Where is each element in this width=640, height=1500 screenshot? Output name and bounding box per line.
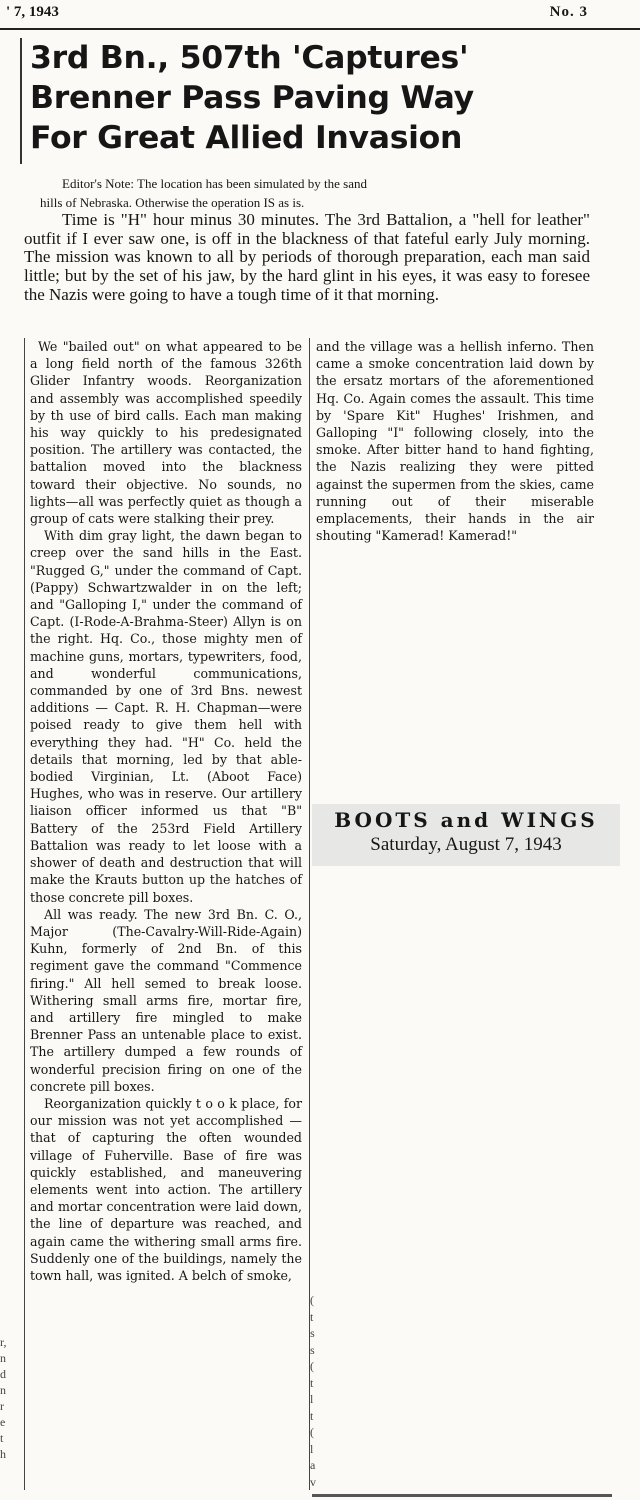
paragraph: We "bailed out" on what appeared to be a long field north of the famous 326th Glider Infantry woods. Reorganization and assembly was accomplished speedily by th use of bird calls. Each man making his way quickly to his predesignated position. The artillery was contacted, the battalion moved into the blackness toward their objective. No sounds, no lights—all was perfectly quiet as though a group of cats were stalking their prey. — [30, 339, 302, 527]
cropped-column-fragment-left: r, n d n r e t h — [0, 1335, 7, 1461]
lead-paragraph — [24, 211, 590, 305]
paragraph: and the village was a hellish inferno. Then came a smoke concentration laid down by the ersatz mortars of the aforementioned Hq. Co. Again comes the assault. This time by 'Spare Kit" Hughes' Irishmen, and Galloping "I" following closely, into the smoke. After bitter hand to hand fighting, the Nazis realizing they were pitted against the supermen from the skies, came running out of their miserable emplacements, their hands in the air shouting "Kamerad! Kamerad!" — [316, 339, 594, 544]
issue-number: No. 3 — [549, 4, 588, 20]
article-column-2 — [316, 338, 594, 544]
paragraph: With dim gray light, the dawn began to creep over the sand hills in the East. "Rugged G," under the command of Capt. (Pappy) Schwartzwalder in on the left; and "Galloping I," under the command of Capt. (I-Rode-A-Brahma-Steer) Allyn is on the right. Hq. Co., those mighty men of machine guns, mortars, typewriters, food, and wonderful communications, commanded by one of 3rd Bns. newest additions — Capt. R. H. Chapman—were poised ready to give them hell with everything they had. "H" Co. held the details that morning, led by that able-bodied Virginian, Lt. (Aboot Face) Hughes, who was in reserve. Our artillery liaison officer informed us that "B" Battery of the 253rd Field Artillery Battalion was ready to let loose with a shower of death and destruction that will make the Krauts button up the hatches of those concrete pill boxes. — [30, 528, 302, 905]
masthead-date: Saturday, August 7, 1943 — [370, 834, 562, 855]
page-header — [0, 0, 640, 30]
bottom-rule — [312, 1494, 612, 1497]
paragraph: Reorganization quickly t o o k place, for our mission was not yet accomplished — that of capturing the often wounded village of Fuherville. Base of fire was quickly established, and maneuvering elements went into action. The artillery and mortar concentration were laid down, the line of departure was reached, and again came the withering small arms fire. Suddenly one of the buildings, namely the town hall, was ignited. A belch of smoke, — [30, 1095, 302, 1283]
cropped-column-fragment-right: ( t s s ( t l t ( l a v — [310, 1293, 316, 1489]
headline — [22, 38, 604, 158]
column-divider-left — [24, 338, 25, 1490]
headline-box — [20, 38, 604, 164]
editors-note-line: hills of Nebraska. Otherwise the operation IS as is. — [40, 195, 305, 210]
editors-note — [40, 174, 582, 212]
headline-line: Brenner Pass Paving Way — [30, 80, 474, 116]
headline-line: 3rd Bn., 507th 'Captures' — [30, 40, 469, 76]
article-column-1 — [30, 338, 302, 1284]
paragraph: All was ready. The new 3rd Bn. C. O., Major (The-Cavalry-Will-Ride-Again) Kuhn, formerly of 2nd Bn. of this regiment gave the command "Commence firing." All hell semed to break loose. Withering small arms fire, mortar fire, and artillery fire mingled to make Brenner Pass an untenable place to exist. The artillery dumped a few rounds of wonderful precision firing on one of the concrete pill boxes. — [30, 906, 302, 1094]
editors-note-line: Editor's Note: The location has been simulated by the sand — [62, 176, 368, 191]
lead-text: Time is "H" hour minus 30 minutes. The 3rd Battalion, a "hell for leather" outfit if I ever saw one, is off in the blackness of that fateful early July morning. The mission was known to all by periods of thorough preparation, each man said little; but by the set of his jaw, by the hard glint in his eyes, it was easy to foresee the Nazis were going to have a tough time of it that morning. — [24, 210, 590, 304]
newspaper-name: BOOTS and WINGS — [334, 808, 598, 832]
headline-line: For Great Allied Invasion — [30, 120, 463, 156]
header-date: ' 7, 1943 — [6, 4, 59, 20]
masthead-block — [312, 804, 620, 866]
